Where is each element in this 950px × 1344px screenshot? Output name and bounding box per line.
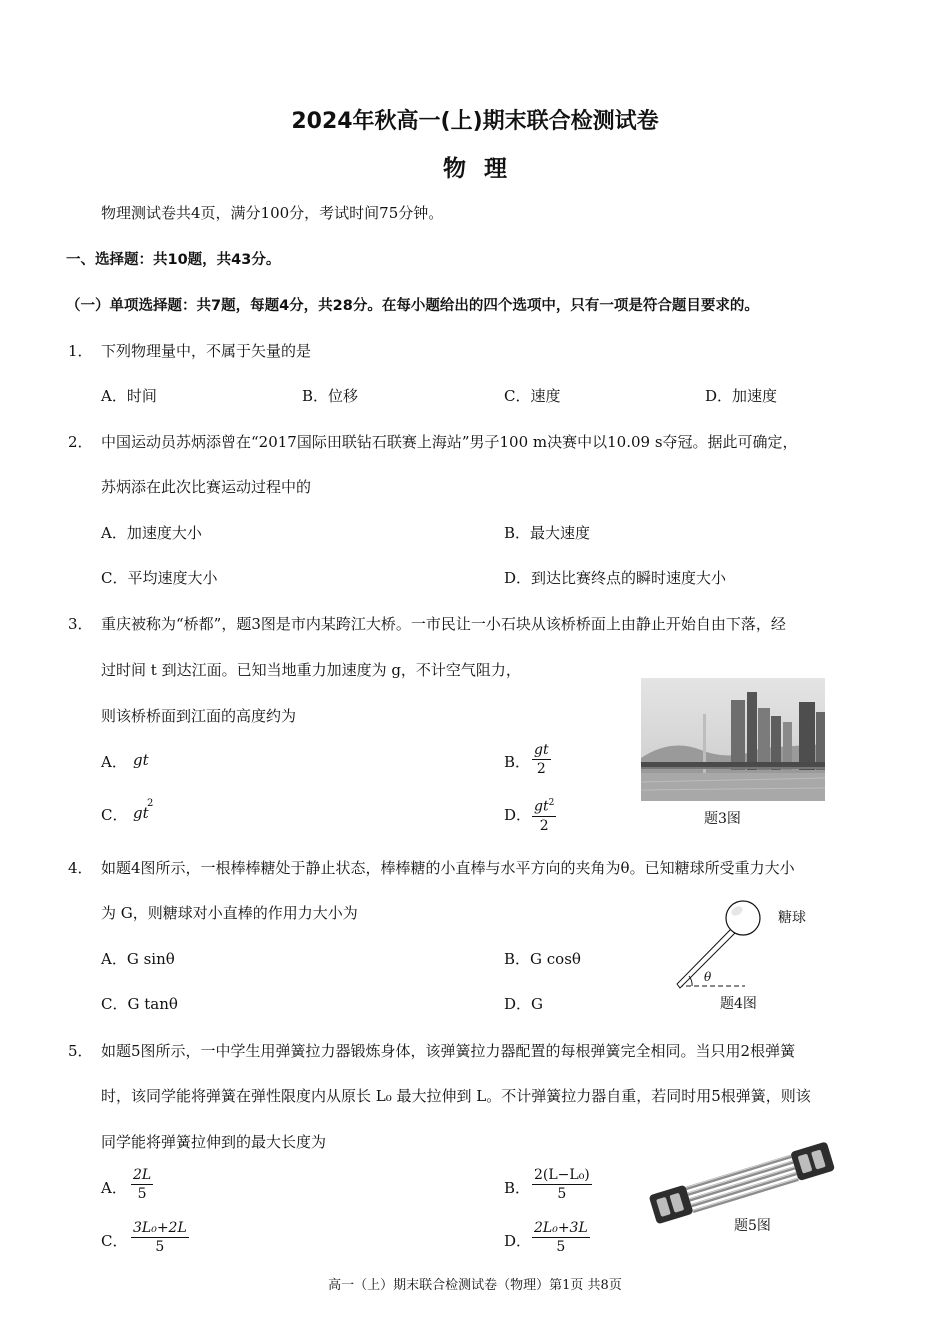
option-label: B． [504, 753, 531, 771]
question-number: 5． [68, 1042, 93, 1060]
option-label: A． [101, 753, 127, 771]
option-label: B． [504, 1179, 531, 1197]
question-stem: 下列物理量中，不属于矢量的是 [101, 342, 312, 360]
question-stem-line-2: 过时间 t 到达江面。已知当地重力加速度为 g，不计空气阻力， [101, 661, 521, 679]
option-fraction: $\frac{\text{3L₀+2L}}{5}$ [133, 1220, 187, 1255]
question-stem-line-1: 中国运动员苏炳添曾在“2017国际田联钻石联赛上海站”男子100 m决赛中以10.09 s夺冠。据此可确定， [101, 433, 798, 451]
option-superscript: 2 [147, 798, 154, 809]
question-stem-line-2: 为 G，则糖球对小直棒的作用力大小为 [101, 904, 358, 922]
page-footer: 高一（上）期末联合检测试卷（物理）第1页 共8页 [328, 1278, 622, 1293]
lollipop-diagram [670, 896, 780, 992]
section-heading: 一、选择题：共10题，共43分。 [66, 252, 281, 268]
figure-caption: 题3图 [704, 811, 741, 827]
subject-title: 物理 [443, 156, 525, 182]
option-label: D． [504, 806, 532, 824]
question-number: 2． [68, 433, 93, 451]
question-stem-line-1: 如题5图所示，一中学生用弹簧拉力器锻炼身体，该弹簧拉力器配置的每根弹簧完全相同。当只用2根弹簧 [101, 1042, 796, 1060]
question-number: 3． [68, 615, 93, 633]
option-c[interactable]: C．速度 [504, 387, 561, 405]
option-fraction: $\frac{2L}{5}$ [133, 1167, 152, 1202]
question-stem-line-2: 时，该同学能将弹簧在弹性限度内从原长 L₀ 最大拉伸到 L。不计弹簧拉力器自重，若同时用5根弹簧，则该 [101, 1087, 811, 1105]
option-fraction: $\frac{\text{2(L−L₀)}}{5}$ [534, 1167, 590, 1202]
option-a[interactable]: A．加速度大小 [101, 524, 202, 542]
question-stem-line-3: 同学能将弹簧拉伸到的最大长度为 [101, 1133, 327, 1151]
question-stem-line-1: 如题4图所示，一根棒棒糖处于静止状态，棒棒糖的小直棒与水平方向的夹角为θ。已知糖球所受重力大小 [101, 859, 795, 877]
option-b[interactable]: B．G cosθ [504, 950, 581, 968]
option-d[interactable]: D．到达比赛终点的瞬时速度大小 [504, 569, 727, 587]
figure-label-candy-ball: 糖球 [778, 910, 806, 926]
bridge-photo-figure [641, 678, 825, 801]
exam-title: 2024年秋高一(上)期末联合检测试卷 [291, 109, 659, 134]
question-stem-line-3: 则该桥桥面到江面的高度约为 [101, 707, 297, 725]
option-label: C． [101, 1232, 128, 1250]
figure-caption: 题5图 [734, 1218, 771, 1234]
option-b[interactable]: B．位移 [302, 387, 359, 405]
option-formula: gt [133, 804, 149, 822]
option-a[interactable]: A．G sinθ [101, 950, 175, 968]
question-stem-line-1: 重庆被称为“桥都”，题3图是市内某跨江大桥。一市民让一小石块从该桥桥面上由静止开始自由下落，经 [101, 615, 786, 633]
option-fraction: $\frac{\text{2L₀+3L}}{5}$ [534, 1220, 588, 1255]
figure-caption: 题4图 [720, 996, 757, 1012]
option-a[interactable]: A．时间 [101, 387, 157, 405]
option-b[interactable]: B．最大速度 [504, 524, 591, 542]
option-formula: gt [133, 751, 149, 769]
option-label: A． [101, 1179, 127, 1197]
question-stem-line-2: 苏炳添在此次比赛运动过程中的 [101, 478, 312, 496]
question-number: 1． [68, 342, 93, 360]
option-fraction: $\frac{gt}{2}$ [534, 742, 549, 777]
figure-label-angle: θ [704, 970, 712, 984]
option-c[interactable]: C．G tanθ [101, 995, 178, 1013]
option-fraction: $\frac{gt^2}{2}$ [532, 794, 556, 835]
option-label: D． [504, 1232, 532, 1250]
question-number: 4． [68, 859, 93, 877]
option-c[interactable]: C．平均速度大小 [101, 569, 218, 587]
subsection-heading: （一）单项选择题：共7题，每题4分，共28分。在每小题给出的四个选项中，只有一项是符合题目要求的。 [66, 298, 759, 314]
option-d[interactable]: D．G [504, 995, 544, 1013]
spring-exerciser-figure [646, 1134, 836, 1226]
option-d[interactable]: D．加速度 [705, 387, 778, 405]
exam-intro: 物理测试卷共4页，满分100分，考试时间75分钟。 [101, 204, 444, 222]
option-label: C． [101, 806, 128, 824]
